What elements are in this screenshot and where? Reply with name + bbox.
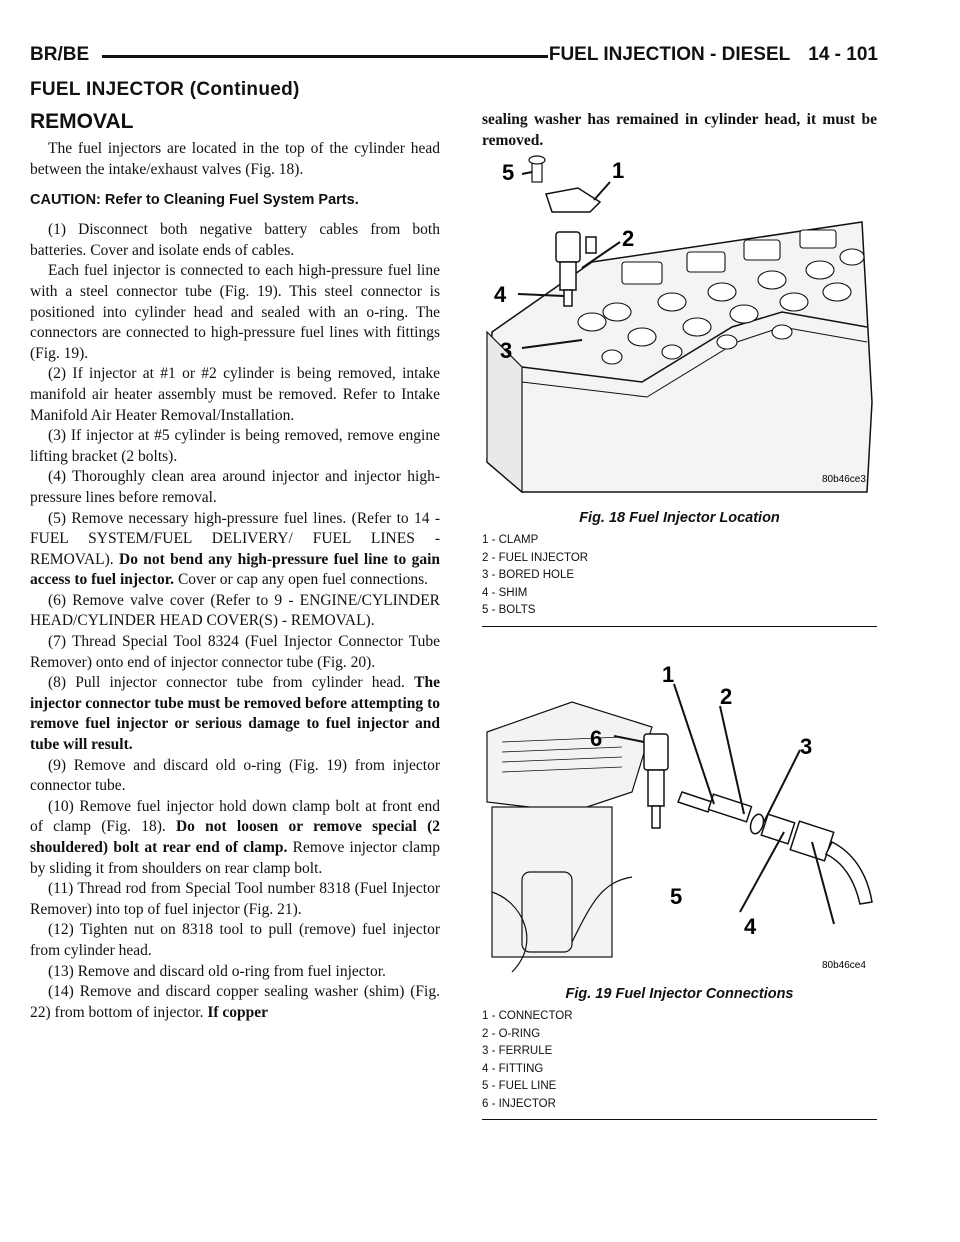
figure-code: 80b46ce4	[822, 960, 866, 971]
section-title	[549, 44, 878, 66]
step-14	[30, 982, 440, 1023]
figure-19-legend	[482, 1008, 877, 1120]
page-header	[30, 44, 878, 72]
callout-2: 2	[720, 684, 733, 709]
figure-18-legend	[482, 532, 877, 627]
step-12: (12) Tighten nut on 8318 tool to pull (remove) fuel injector from cylinder head.	[30, 921, 440, 959]
callout-5: 5	[670, 884, 683, 909]
callout-1: 1	[662, 662, 675, 687]
step-6: (6) Remove valve cover (Refer to 9 - ENGINE/CYLINDER HEAD/CYLINDER HEAD COVER(S) - REMOVAL).	[30, 591, 440, 630]
fuel-injector-location-illustration	[482, 152, 877, 506]
removal-heading: REMOVAL	[30, 110, 134, 133]
legend-item: 3 - FERRULE	[482, 1045, 553, 1057]
step-9: (9) Remove and discard old o-ring (Fig. 19) from injector connector tube.	[30, 756, 440, 795]
step-7: (7) Thread Special Tool 8324 (Fuel Injector Connector Tube Remover) onto end of injector connector tube (Fig. 20).	[30, 633, 440, 671]
step-5-text: (5) Remove necessary high-pressure fuel lines. (Refer to 14 - FUEL SYSTEM/FUEL DELIVERY/ FUEL LINES - REMOVAL).	[30, 509, 440, 568]
figure-code: 80b46ce3	[822, 474, 866, 485]
step-5-warning: Do not bend any high-pressure fuel line to gain access to fuel injector.	[30, 550, 440, 589]
figure-18-caption: Fig. 18 Fuel Injector Location	[579, 510, 780, 526]
legend-item: 2 - O-RING	[482, 1027, 541, 1040]
step-14-warning: If copper	[207, 1003, 269, 1021]
callout-4: 4	[744, 914, 757, 939]
step-5	[30, 509, 440, 591]
page-number: 14 - 101	[808, 44, 878, 65]
callout-5: 5	[502, 160, 515, 185]
figure-18	[482, 152, 877, 627]
step-4: (4) Thoroughly clean area around injector and injector high-pressure lines before removal.	[30, 468, 440, 506]
removal-column	[30, 110, 440, 1023]
step-8-warning: The injector connector tube must be removed before attempting to remove fuel injector or serious damage to fuel injector and tube will result.	[30, 674, 440, 754]
callout-6: 6	[590, 726, 603, 751]
callout-4: 4	[494, 282, 507, 307]
callout-2: 2	[622, 226, 635, 251]
model-code: BR/BE	[30, 44, 90, 65]
legend-item: 2 - FUEL INJECTOR	[482, 551, 589, 564]
legend-item: 1 - CLAMP	[482, 534, 539, 546]
step-1: (1) Disconnect both negative battery cables from both batteries. Cover and isolate ends of cables.	[30, 221, 440, 259]
continued-title: FUEL INJECTOR (Continued)	[30, 79, 300, 100]
step-8	[30, 673, 440, 755]
legend-item: 4 - SHIM	[482, 586, 528, 599]
callout-3: 3	[500, 338, 513, 363]
fuel-injector-connections-illustration	[482, 642, 877, 982]
step-3: (3) If injector at #5 cylinder is being removed, remove engine lifting bracket (2 bolts).	[30, 427, 440, 465]
step-14-text: (14) Remove and discard copper sealing washer (shim) (Fig. 22) from bottom of injector.	[30, 983, 440, 1021]
step-10-tail: Remove injector clamp by sliding it from shoulders on rear clamp bolt.	[30, 839, 440, 877]
legend-item: 4 - FITTING	[482, 1062, 544, 1075]
intro-paragraph: The fuel injectors are located in the top of the cylinder head between the intake/exhaust valves (Fig. 18).	[30, 140, 440, 178]
header-rule	[102, 55, 548, 58]
step-13: (13) Remove and discard old o-ring from fuel injector.	[48, 962, 386, 980]
legend-item: 1 - CONNECTOR	[482, 1010, 573, 1022]
step-2: (2) If injector at #1 or #2 cylinder is being removed, intake manifold air heater assembly must be removed. Refer to Intake Manifold Air Heater Removal/Installation.	[30, 365, 440, 424]
step-5-tail: Cover or cap any open fuel connections.	[174, 571, 429, 589]
callout-3: 3	[800, 734, 813, 759]
step-10-warning: Do not loosen or remove special (2 shouldered) bolt at rear end of clamp.	[30, 818, 440, 856]
legend-item: 3 - BORED HOLE	[482, 569, 575, 581]
step-10-text: (10) Remove fuel injector hold down clamp bolt at front end of clamp (Fig. 18).	[30, 797, 440, 836]
figure-19-caption: Fig. 19 Fuel Injector Connections	[565, 986, 794, 1002]
legend-item: 5 - FUEL LINE	[482, 1080, 557, 1092]
section-name: FUEL INJECTION - DIESEL	[548, 44, 791, 65]
connector-note: Each fuel injector is connected to each high-pressure fuel line with a steel connector tube (Fig. 19). This steel connector is positioned into cylinder head and sealed with an o-ring. The connectors are connected to high-pressure fuel lines with fittings (Fig. 19).	[30, 262, 440, 362]
step-11: (11) Thread rod from Special Tool number 8318 (Fuel Injector Remover) into top of fuel injector (Fig. 21).	[30, 880, 440, 918]
step-14-continuation: sealing washer has remained in cylinder head, it must be removed.	[482, 111, 877, 149]
step-8-text: (8) Pull injector connector tube from cylinder head.	[48, 674, 415, 692]
callout-1: 1	[612, 158, 625, 183]
legend-item: 6 - INJECTOR	[482, 1097, 556, 1110]
continued-text	[482, 110, 877, 151]
figure-19	[482, 642, 877, 1120]
legend-item: 5 - BOLTS	[482, 604, 536, 616]
caution-note: CAUTION: Refer to Cleaning Fuel System Parts.	[30, 192, 359, 209]
step-10	[30, 797, 440, 879]
